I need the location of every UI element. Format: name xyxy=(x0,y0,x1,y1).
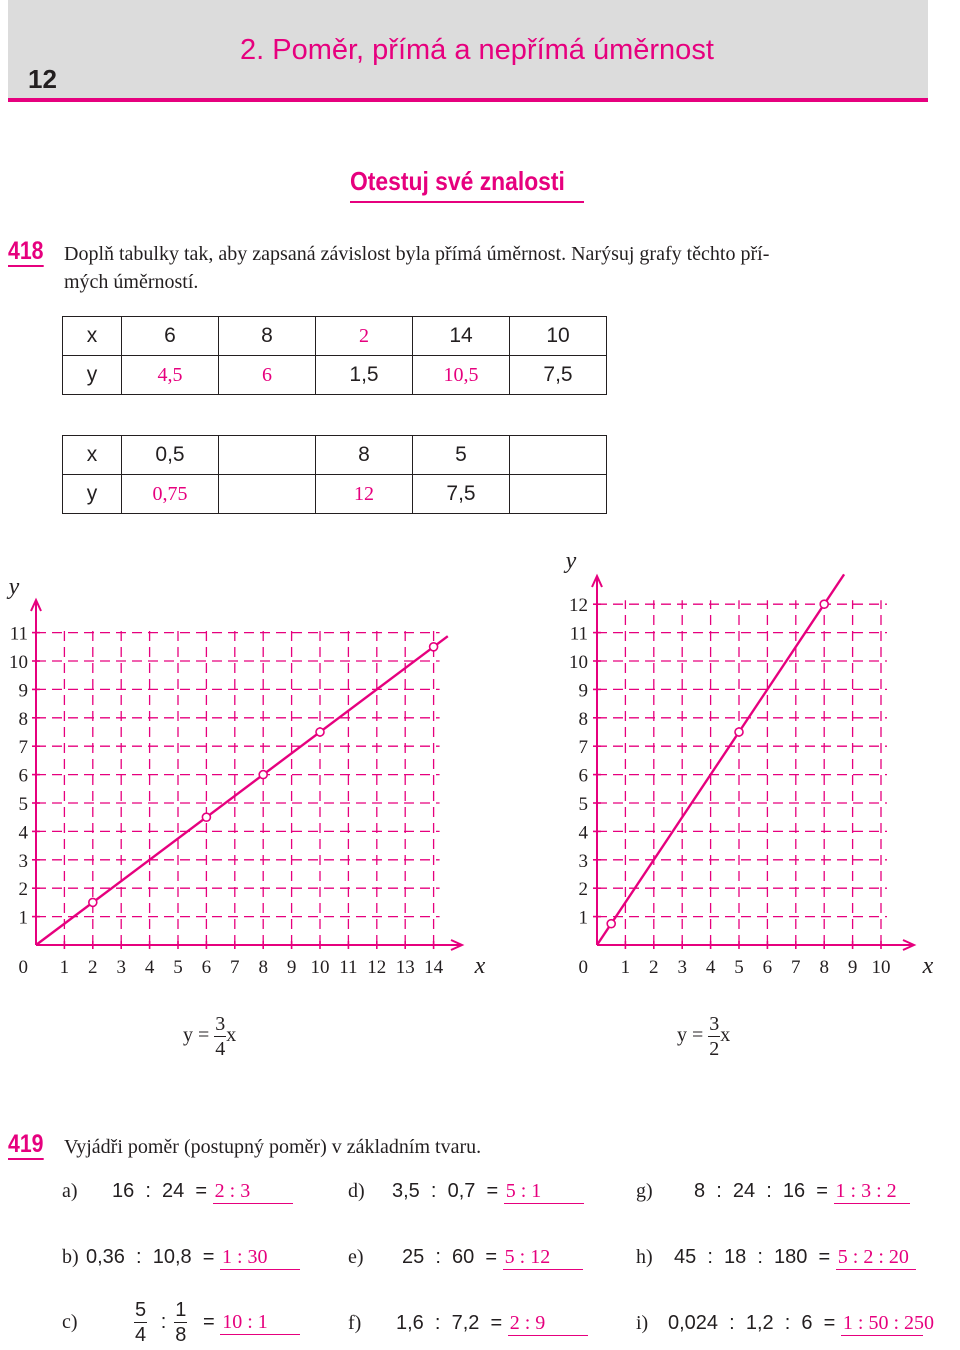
problem-b-letter: b) xyxy=(62,1246,79,1268)
problem-a xyxy=(62,1180,293,1204)
graph-1-x-tick-label: 14 xyxy=(424,957,444,978)
graph-1-x-tick-label: 9 xyxy=(286,957,297,978)
problem-d-answer: 5 : 1 xyxy=(504,1180,584,1204)
graph-2-y-tick-label: 6 xyxy=(578,765,588,787)
exercise-419-text: Vyjádři poměr (postupný poměr) v základním tvaru. xyxy=(64,1136,482,1158)
problem-a-expression: 16 : 24 = xyxy=(112,1180,208,1202)
graph-1-data-point xyxy=(89,898,97,906)
problem-c-numerator-1: 5 xyxy=(135,1299,147,1321)
problem-c xyxy=(62,1300,300,1345)
graph-2-y-tick-label: 3 xyxy=(578,850,588,872)
table-1-x-cell: 2 xyxy=(316,317,413,356)
graph-1-data-point xyxy=(202,813,210,821)
graph-2-equation xyxy=(677,1014,730,1059)
table-2-y-cell: 0,75 xyxy=(122,475,219,514)
problem-b-expression: 0,36 : 10,8 = xyxy=(86,1246,215,1268)
exercise-418-text-line2: mých úměrností. xyxy=(64,271,199,293)
table-1-y-cell: 7,5 xyxy=(510,356,607,395)
graph-2-y-tick-label: 1 xyxy=(578,907,588,929)
graph-1-x-tick-label: 6 xyxy=(201,957,212,978)
graph-2-graph-line xyxy=(597,574,844,945)
table-2-x-cell: 0,5 xyxy=(122,436,219,475)
graph-2-y-tick-label: 9 xyxy=(578,680,588,702)
table-1-x-cell: 10 xyxy=(510,317,607,356)
graph-1-x-tick-label: 2 xyxy=(88,957,98,978)
graph-1-y-tick-label: 3 xyxy=(18,850,28,872)
problem-f-letter: f) xyxy=(348,1312,362,1334)
table-2-x-cell: 5 xyxy=(413,436,510,475)
problem-c-colon: : xyxy=(160,1311,167,1333)
graph-2-x-tick-label: 8 xyxy=(819,957,829,978)
problem-h-answer: 5 : 2 : 20 xyxy=(836,1246,916,1270)
table-1-y-cell: 1,5 xyxy=(316,356,413,395)
problem-e xyxy=(348,1246,583,1270)
graph-1-x-tick-label: 4 xyxy=(144,957,155,978)
graph-1-x-tick-label: 11 xyxy=(339,957,358,978)
graph-1-origin-label: 0 xyxy=(18,957,28,978)
problem-c-fraction-1 xyxy=(134,1300,147,1345)
graph-1-data-point xyxy=(316,728,324,736)
graph-2-y-tick-label: 5 xyxy=(578,794,588,815)
graph-1-x-tick-label: 5 xyxy=(173,957,183,978)
problem-c-denominator-1: 4 xyxy=(135,1324,147,1346)
graph-1-x-tick-label: 3 xyxy=(116,957,126,978)
graph-2-x-tick-label: 6 xyxy=(762,957,773,978)
graph-2-y-tick-label: 7 xyxy=(578,737,588,759)
graph-2-data-point xyxy=(820,600,828,608)
problem-b-answer: 1 : 30 xyxy=(220,1246,300,1270)
problem-g-expression: 8 : 24 : 16 = xyxy=(694,1180,828,1202)
graph-1-y-tick-label: 11 xyxy=(9,623,28,645)
graph-1-equation-prefix: y = xyxy=(183,1024,210,1047)
graph-2-y-tick-label: 12 xyxy=(569,595,588,617)
graph-2-equation-suffix: x xyxy=(720,1024,731,1047)
graph-2-y-tick-label: 2 xyxy=(578,879,588,901)
problem-i-expression: 0,024 : 1,2 : 6 = xyxy=(668,1312,836,1334)
table-2-y-label: y xyxy=(63,475,122,514)
problem-c-denominator-2: 8 xyxy=(175,1324,187,1346)
graph-2-x-tick-label: 4 xyxy=(705,957,716,978)
graph-1-y-tick-label: 4 xyxy=(18,822,28,844)
problem-d-letter: d) xyxy=(348,1180,365,1202)
graph-1-equation xyxy=(183,1014,236,1059)
graph-2-equation-prefix: y = xyxy=(677,1024,704,1047)
graph-1-y-tick-label: 10 xyxy=(9,652,28,673)
graph-2-equation-denominator: 2 xyxy=(709,1038,720,1060)
graph-2-equation-numerator: 3 xyxy=(709,1013,720,1035)
graph-2-origin-label: 0 xyxy=(578,957,588,978)
problem-i xyxy=(636,1312,935,1336)
graph-1-group xyxy=(7,574,486,979)
graph-1-x-tick-label: 12 xyxy=(367,957,387,978)
graph-1-equation-numerator: 3 xyxy=(215,1013,226,1035)
table-1-y-cell: 10,5 xyxy=(413,356,510,395)
table-1-y-label: y xyxy=(63,356,122,395)
problem-b xyxy=(62,1246,300,1270)
graph-1-y-tick-label: 6 xyxy=(18,765,28,787)
chapter-title: 2. Poměr, přímá a nepřímá úměrnost xyxy=(240,34,714,66)
table-2-y-cell: 12 xyxy=(316,475,413,514)
problem-f-answer: 2 : 9 xyxy=(508,1312,588,1336)
problem-g-answer: 1 : 3 : 2 xyxy=(834,1180,910,1204)
table-1-y-cell: 6 xyxy=(219,356,316,395)
problem-c-letter: c) xyxy=(62,1311,78,1333)
problem-h-letter: h) xyxy=(636,1246,653,1268)
graph-2-y-tick-label: 4 xyxy=(578,822,588,844)
table-2-x-cell: 8 xyxy=(316,436,413,475)
problem-h xyxy=(636,1246,916,1270)
table-2-x-label: x xyxy=(63,436,122,475)
exercise-418-text-line1: Doplň tabulky tak, aby zapsaná závislost byla přímá úměrnost. Narýsuj grafy těchto pří- xyxy=(64,243,770,265)
table-2-y-cell: 7,5 xyxy=(413,475,510,514)
graph-1-equation-denominator: 4 xyxy=(215,1038,226,1060)
graph-2-equation-fraction xyxy=(708,1014,720,1059)
problem-d xyxy=(348,1180,584,1204)
problem-c-numerator-2: 1 xyxy=(175,1299,187,1321)
problem-c-equals: = xyxy=(202,1311,215,1333)
graph-2-data-point xyxy=(607,920,615,928)
graph-1-x-tick-label: 8 xyxy=(258,957,268,978)
graph-1-equation-fraction xyxy=(214,1014,226,1059)
problem-h-expression: 45 : 18 : 180 = xyxy=(674,1246,831,1268)
graph-1-x-tick-label: 10 xyxy=(310,957,330,978)
graph-2-data-point xyxy=(735,728,743,736)
table-1-x-cell: 8 xyxy=(219,317,316,356)
graph-2-y-axis-label: y xyxy=(565,548,577,574)
graph-1-y-tick-label: 1 xyxy=(18,907,28,929)
page-number: 12 xyxy=(28,64,57,94)
graph-1-y-tick-label: 8 xyxy=(18,708,28,730)
problem-g xyxy=(636,1180,910,1204)
graph-1-y-tick-label: 7 xyxy=(18,737,28,759)
problem-a-letter: a) xyxy=(62,1180,78,1202)
graph-1-x-tick-label: 13 xyxy=(395,957,415,978)
graph-2-group xyxy=(564,548,934,979)
graph-2-x-tick-label: 1 xyxy=(620,957,631,978)
graph-2-y-tick-label: 10 xyxy=(569,652,588,673)
table-1-x-label: x xyxy=(63,317,122,356)
graph-2-x-tick-label: 10 xyxy=(871,957,891,978)
problem-i-letter: i) xyxy=(636,1312,649,1334)
graph-2-y-tick-label: 11 xyxy=(569,623,588,645)
table-1-x-cell: 14 xyxy=(413,317,510,356)
problem-f-expression: 1,6 : 7,2 = xyxy=(396,1312,503,1334)
problem-c-answer: 10 : 1 xyxy=(220,1311,300,1335)
graph-1-y-axis-label: y xyxy=(8,574,20,600)
graph-2-x-tick-label: 2 xyxy=(649,957,659,978)
exercise-number-419: 419 xyxy=(8,1130,44,1158)
problem-d-expression: 3,5 : 0,7 = xyxy=(392,1180,499,1202)
graph-1-data-point xyxy=(430,643,438,651)
graph-1-y-tick-label: 5 xyxy=(18,794,28,815)
graph-2-x-tick-label: 7 xyxy=(791,957,801,978)
problem-g-letter: g) xyxy=(636,1180,653,1202)
graph-1-graph-line xyxy=(36,636,448,945)
graph-1-y-tick-label: 2 xyxy=(18,879,28,901)
section-title: Otestuj své znalosti xyxy=(350,166,565,196)
problem-a-answer: 2 : 3 xyxy=(213,1180,293,1204)
graph-1-x-axis-label: x xyxy=(474,953,486,979)
graph-2-x-axis-label: x xyxy=(922,953,934,979)
table-1-x-cell: 6 xyxy=(122,317,219,356)
graph-2-x-tick-label: 3 xyxy=(677,957,687,978)
graph-2-x-tick-label: 5 xyxy=(734,957,744,978)
table-1-y-cell: 4,5 xyxy=(122,356,219,395)
graph-1-data-point xyxy=(259,771,267,779)
graph-2-y-tick-label: 8 xyxy=(578,708,588,730)
graph-1-x-tick-label: 1 xyxy=(59,957,70,978)
problem-i-answer: 1 : 50 : 250 xyxy=(842,1312,935,1334)
graph-1-x-tick-label: 7 xyxy=(230,957,240,978)
exercise-number-418: 418 xyxy=(8,237,44,265)
problem-e-letter: e) xyxy=(348,1246,364,1268)
graph-1-equation-suffix: x xyxy=(226,1024,237,1047)
problem-c-fraction-2 xyxy=(174,1300,187,1345)
problem-e-expression: 25 : 60 = xyxy=(402,1246,498,1268)
problem-f xyxy=(348,1312,588,1336)
graph-2-x-tick-label: 9 xyxy=(847,957,858,978)
graph-1-y-tick-label: 9 xyxy=(18,680,28,702)
problem-e-answer: 5 : 12 xyxy=(503,1246,583,1270)
